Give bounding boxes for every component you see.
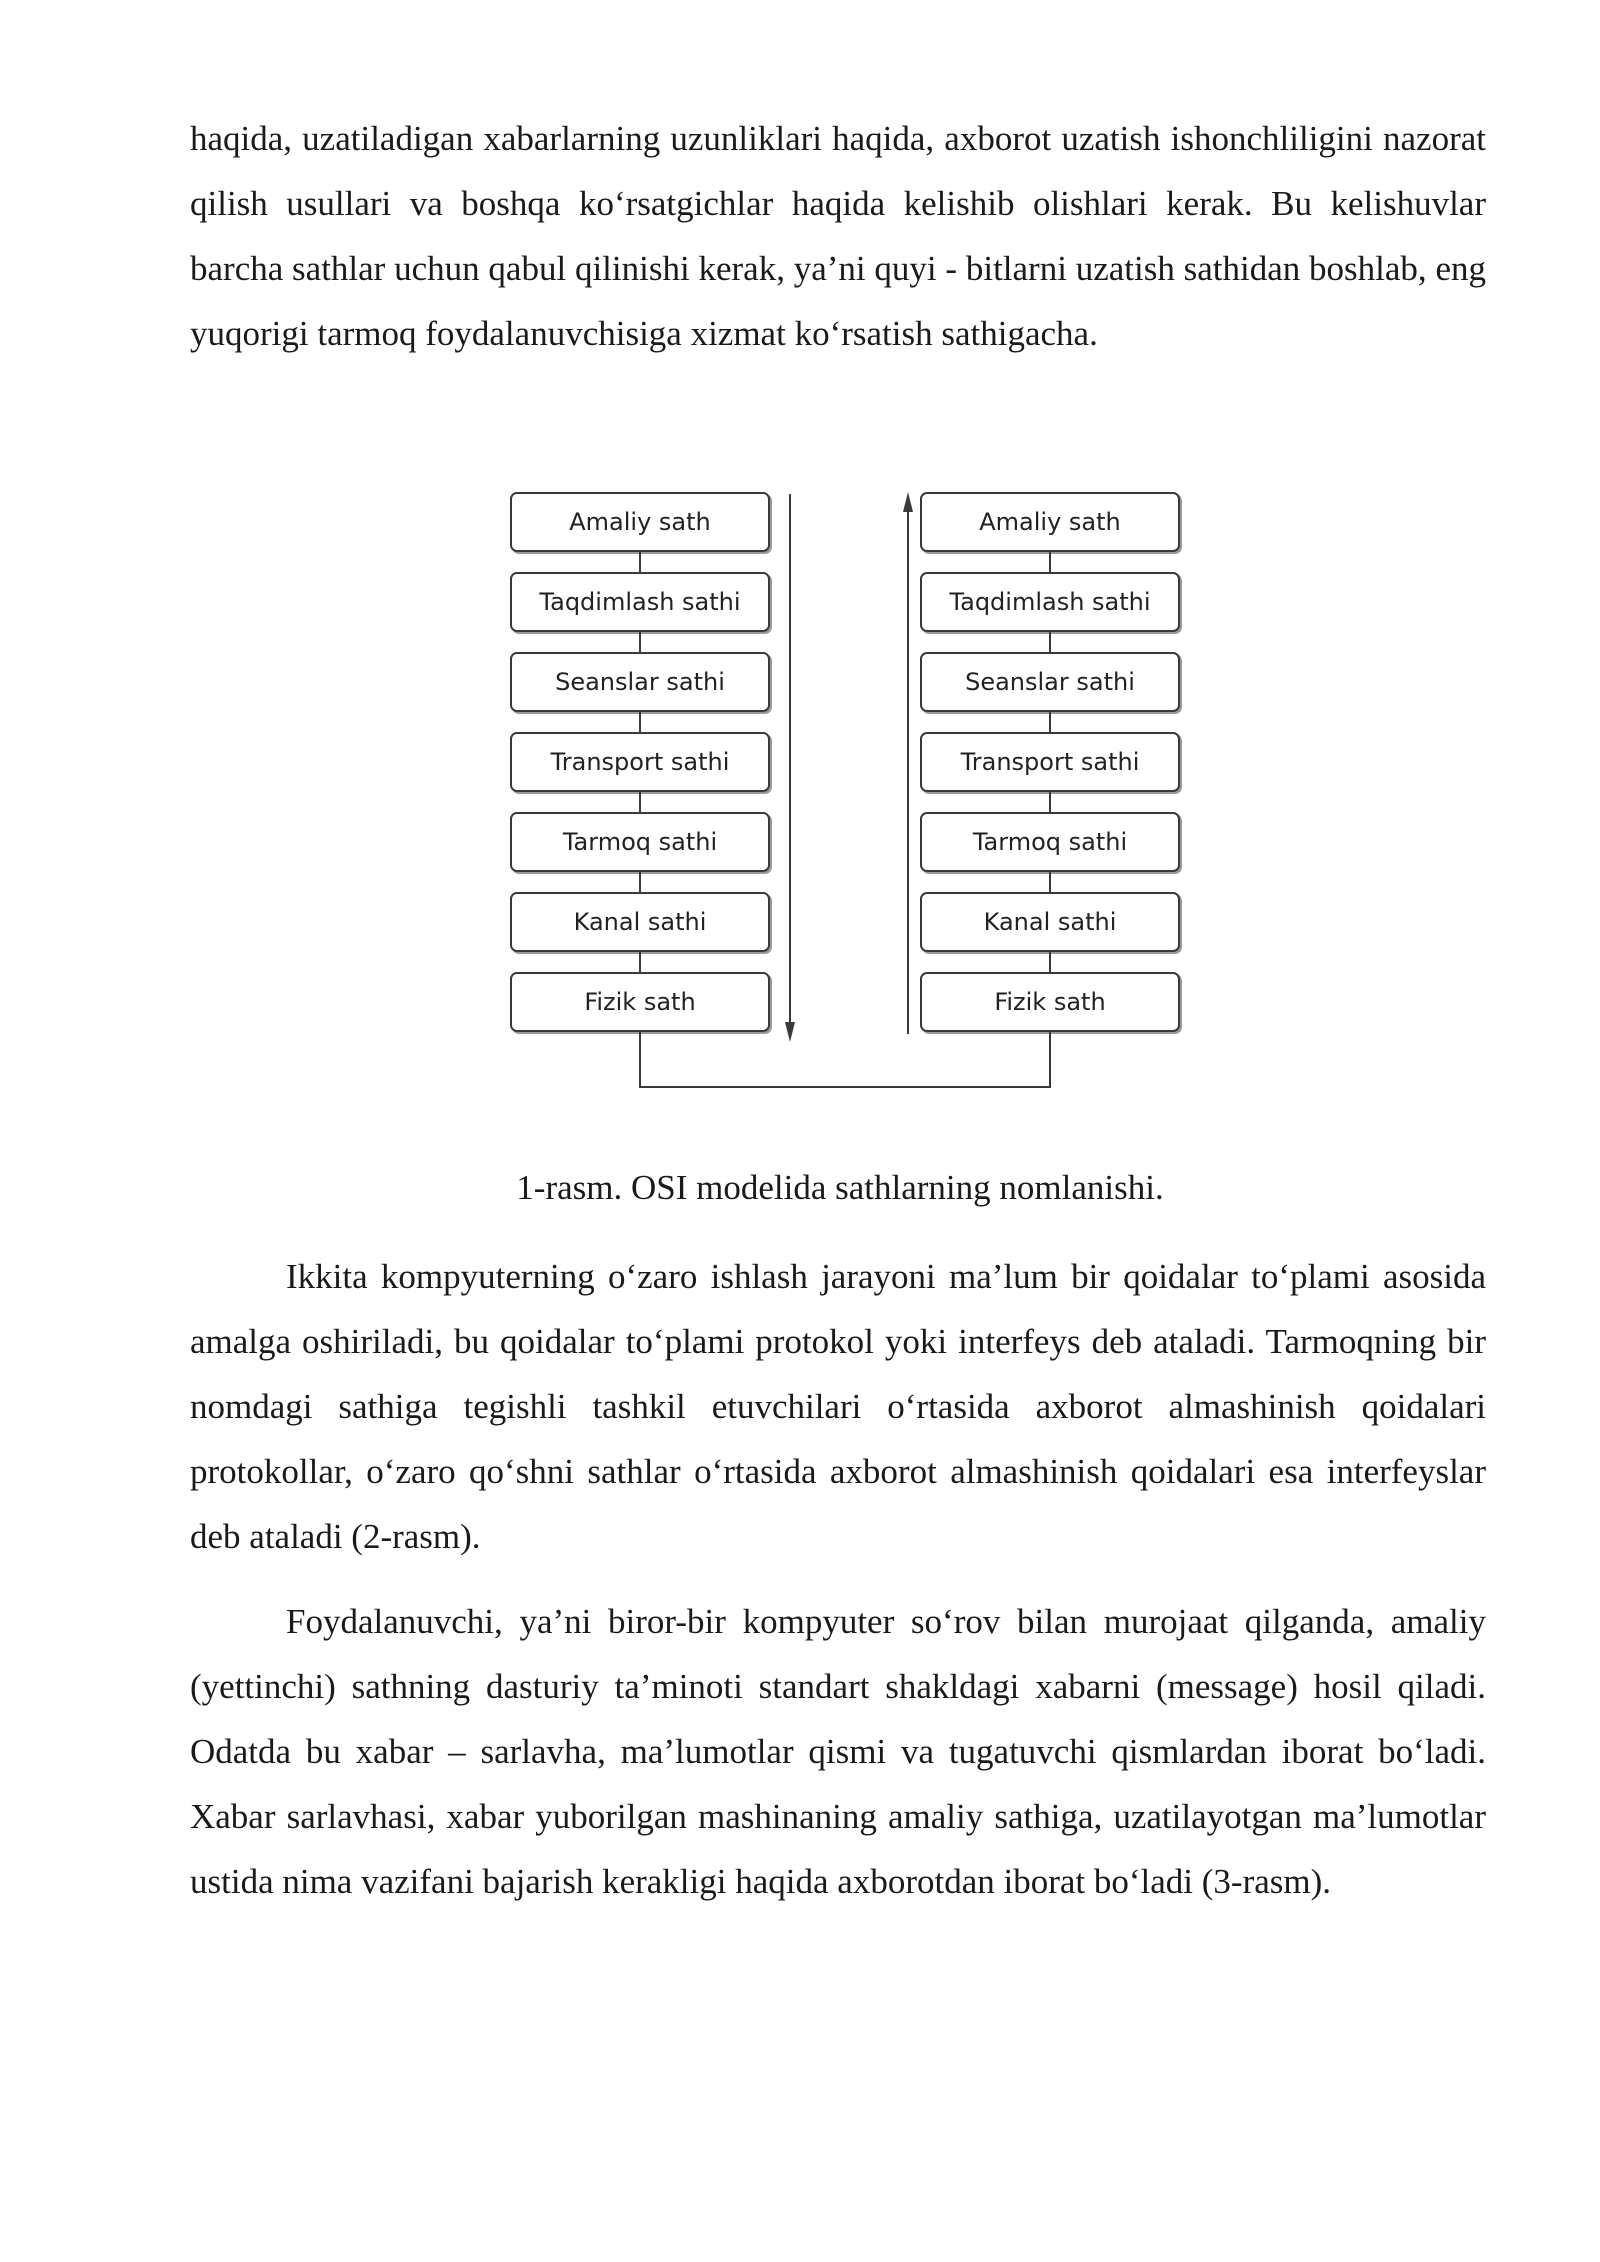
- left-connector: [639, 552, 641, 572]
- left-layer-presentation: Taqdimlash sathi: [510, 572, 770, 632]
- right-layer-session: Seanslar sathi: [920, 652, 1180, 712]
- physical-link-left-leg: [639, 1032, 641, 1088]
- right-layer-network: Tarmoq sathi: [920, 812, 1180, 872]
- right-layer-physical: Fizik sath: [920, 972, 1180, 1032]
- right-layer-application: Amaliy sath: [920, 492, 1180, 552]
- left-connector: [639, 952, 641, 972]
- physical-link-bottom: [639, 1086, 1051, 1088]
- left-connector: [639, 632, 641, 652]
- right-connector: [1049, 632, 1051, 652]
- figure-caption: 1-rasm. OSI modelida sathlarning nomlanishi.: [516, 1168, 1164, 1207]
- left-layer-physical: Fizik sath: [510, 972, 770, 1032]
- up-arrow-icon: [898, 490, 918, 1050]
- left-layer-network: Tarmoq sathi: [510, 812, 770, 872]
- down-arrow-icon: [780, 490, 800, 1050]
- right-connector: [1049, 552, 1051, 572]
- right-connector: [1049, 952, 1051, 972]
- left-layer-datalink: Kanal sathi: [510, 892, 770, 952]
- left-connector: [639, 872, 641, 892]
- left-connector: [639, 712, 641, 732]
- right-connector: [1049, 872, 1051, 892]
- paragraph-message: Foydalanuvchi, ya’ni biror-bir kompyuter so‘rov bilan murojaat qilganda, amaliy (yettinchi) sathning dasturiy ta’minoti standart shakldagi xabarni (message) hosil qiladi. Odatda bu xabar – sarlavha, ma’lumotlar qismi va tugatuvchi qismlardan iborat bo‘ladi. Xabar sarlavhasi, xabar yuborilgan mashinaning amaliy sathiga, uzatilayotgan ma’lumotlar ustida nima vazifani bajarish kerakligi haqida axborotdan iborat bo‘ladi (3-rasm).: [190, 1602, 1486, 1901]
- right-connector: [1049, 792, 1051, 812]
- paragraph-protocols: Ikkita kompyuterning o‘zaro ishlash jarayoni ma’lum bir qoidalar to‘plami asosida amalga oshiriladi, bu qoidalar to‘plami protokol yoki interfeys deb ataladi. Tarmoqning bir nomdagi sathiga tegishli tashkil etuvchilari o‘rtasida axborot almashinish qoidalari protokollar, o‘zaro qo‘shni sathlar o‘rtasida axborot almashinish qoidalari esa interfeyslar deb ataladi (2-rasm).: [190, 1257, 1486, 1556]
- right-layer-presentation: Taqdimlash sathi: [920, 572, 1180, 632]
- paragraph-intro: haqida, uzatiladigan xabarlarning uzunliklari haqida, axborot uzatish ishonchliligini nazorat qilish usullari va boshqa ko‘rsatgichlar haqida kelishib olishlari kerak. Bu kelishuvlar barcha sathlar uchun qabul qilinishi kerak, ya’ni quyi - bitlarni uzatish sathidan boshlab, eng yuqorigi tarmoq foydalanuvchisiga xizmat ko‘rsatish sathigacha.: [190, 119, 1486, 353]
- left-layer-application: Amaliy sath: [510, 492, 770, 552]
- right-layer-transport: Transport sathi: [920, 732, 1180, 792]
- physical-link-right-leg: [1049, 1032, 1051, 1088]
- left-connector: [639, 792, 641, 812]
- right-layer-datalink: Kanal sathi: [920, 892, 1180, 952]
- left-layer-session: Seanslar sathi: [510, 652, 770, 712]
- osi-layers-figure: [500, 490, 1200, 1110]
- left-layer-transport: Transport sathi: [510, 732, 770, 792]
- right-connector: [1049, 712, 1051, 732]
